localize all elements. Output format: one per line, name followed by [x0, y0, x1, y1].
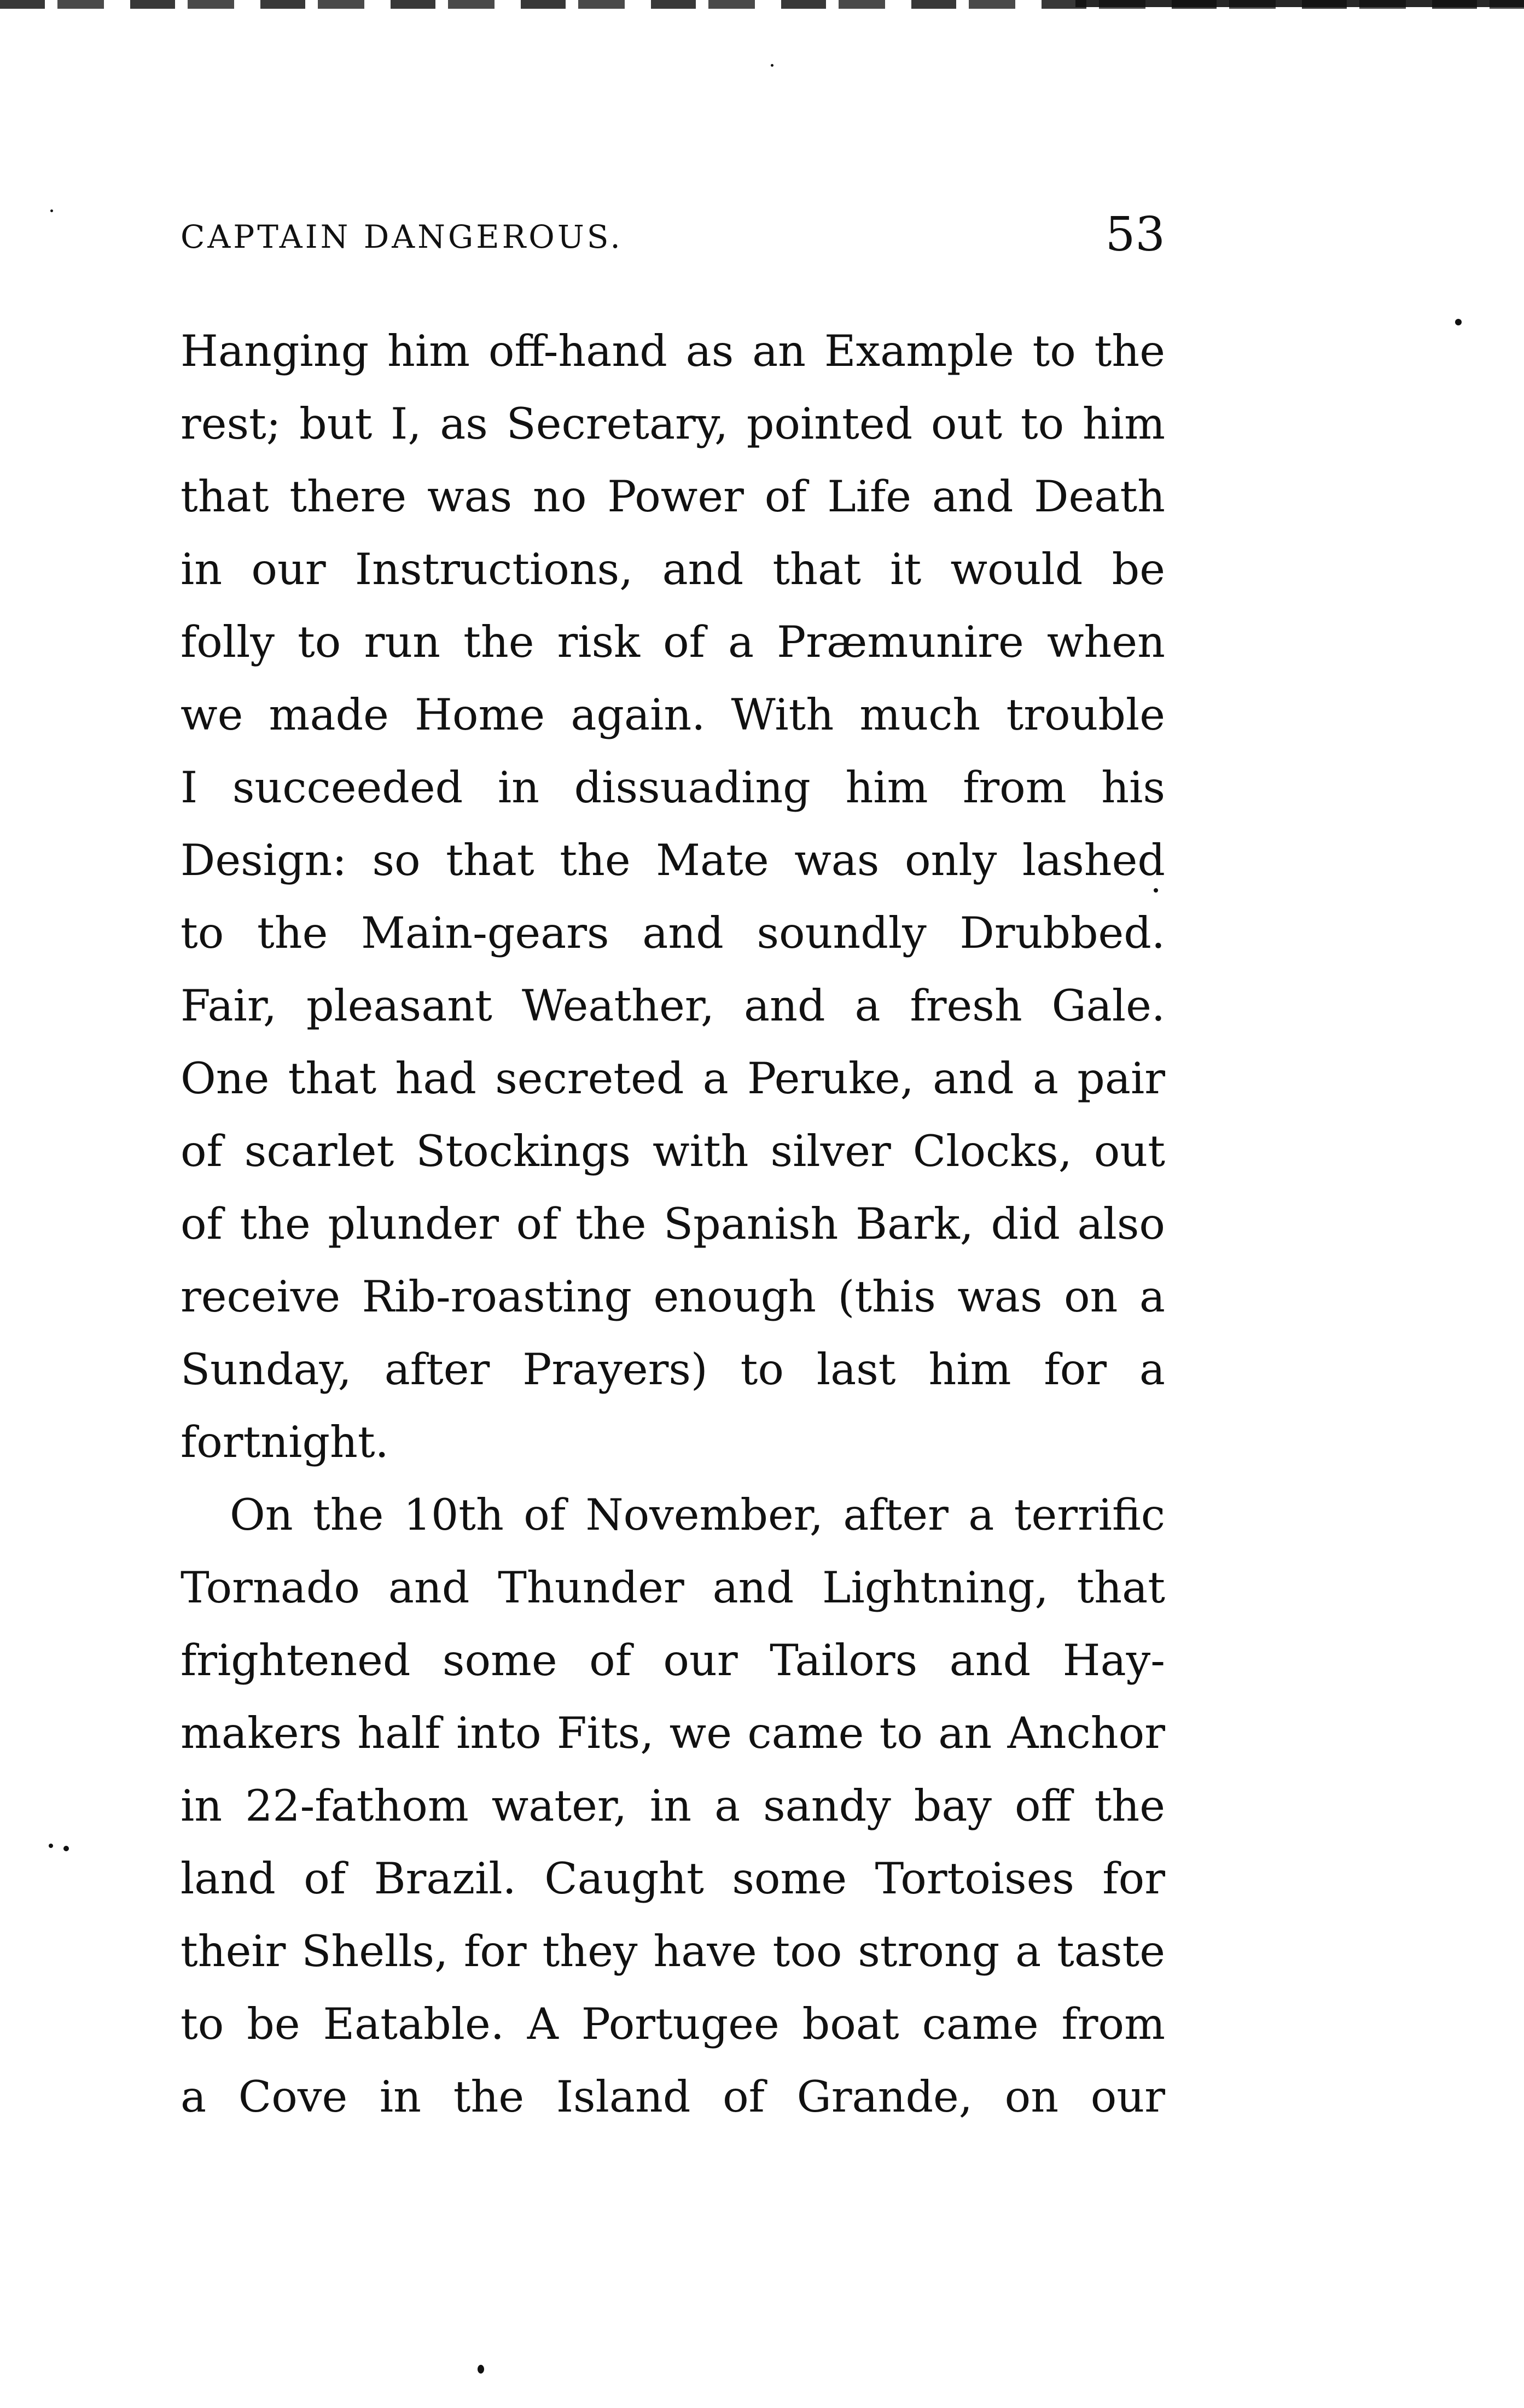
text-line: in our Instructions, and that it would be [181, 544, 1165, 594]
text-line: Fair, pleasant Weather, and a fresh Gale. [181, 981, 1165, 1031]
text-line: a Cove in the Island of Grande, on our [181, 2072, 1165, 2122]
scan-speck [49, 1844, 53, 1848]
text-line: rest; but I, as Secretary, pointed out to him [181, 399, 1165, 449]
page-text [181, 315, 1165, 2133]
text-line: Tornado and Thunder and Lightning, that [181, 1562, 1165, 1613]
text-line: Hanging him off-hand as an Example to the [181, 326, 1165, 376]
text-line: Sunday, after Prayers) to last him for a [181, 1344, 1165, 1395]
running-title: CAPTAIN DANGEROUS. [181, 218, 623, 255]
scan-speck [1455, 319, 1462, 325]
running-head [181, 207, 1165, 262]
top-edge-scan-mark-right [1075, 0, 1524, 7]
text-line: that there was no Power of Life and Death [181, 471, 1165, 522]
text-line: frightened some of our Tailors and Hay- [181, 1635, 1165, 1686]
text-line: their Shells, for they have too strong a taste [181, 1926, 1165, 1976]
text-line: to be Eatable. A Portugee boat came from [181, 1999, 1165, 2049]
text-line: in 22-fathom water, in a sandy bay off the [181, 1781, 1165, 1831]
text-line: One that had secreted a Peruke, and a pair [181, 1053, 1165, 1104]
scan-speck [50, 209, 53, 212]
scan-speck [478, 2365, 484, 2374]
text-line: folly to run the risk of a Præmunire when [181, 617, 1165, 667]
text-line: Design: so that the Mate was only lashed [181, 835, 1165, 885]
text-line: to the Main-gears and soundly Drubbed. [181, 908, 1165, 958]
paragraph-final-line: fortnight. [181, 1417, 389, 1467]
scan-speck [771, 64, 773, 67]
text-line: of the plunder of the Spanish Bark, did also [181, 1199, 1165, 1249]
scan-speck [1154, 888, 1158, 893]
paragraph-first-line: On the 10th of November, after a terrific [230, 1490, 1165, 1540]
text-line: we made Home again. With much trouble [181, 690, 1165, 740]
scan-speck [63, 1846, 69, 1851]
text-line: receive Rib-roasting enough (this was on a [181, 1272, 1165, 1322]
text-line: makers half into Fits, we came to an Anchor [181, 1708, 1165, 1758]
text-line: I succeeded in dissuading him from his [181, 762, 1165, 813]
text-line: of scarlet Stockings with silver Clocks, out [181, 1126, 1165, 1176]
text-line: land of Brazil. Caught some Tortoises for [181, 1853, 1165, 1904]
page-number: 53 [1105, 207, 1165, 262]
